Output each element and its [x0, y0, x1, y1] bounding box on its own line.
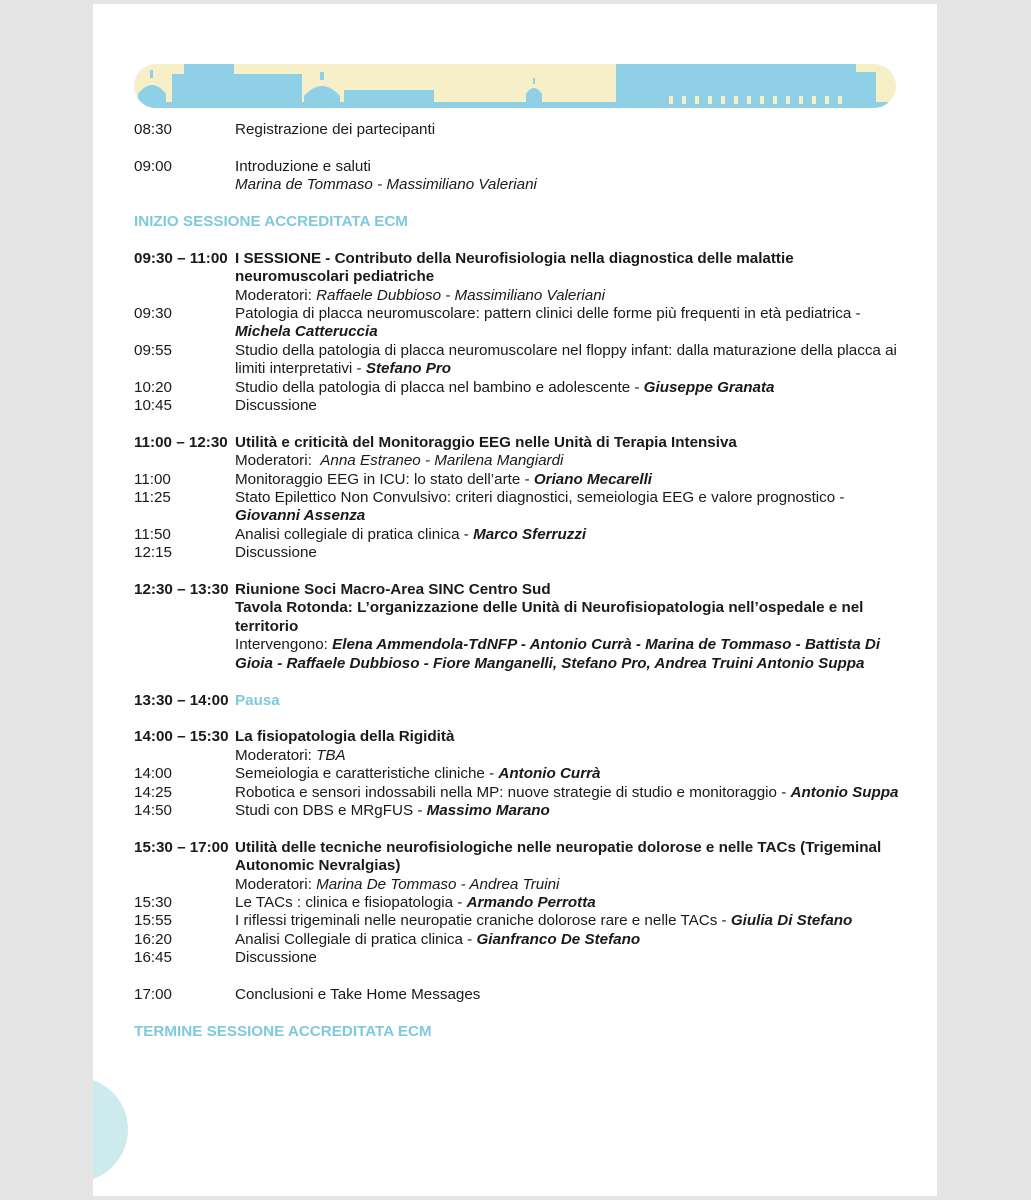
talk-row	[134, 489, 904, 526]
talk-title: Studio della patologia di placca nel bambino e adolescente -	[235, 378, 640, 396]
talk-speaker: Antonio Currà	[498, 765, 601, 783]
break-time: 13:30 – 14:00	[134, 691, 229, 709]
talk-row	[134, 544, 904, 562]
header-banner	[134, 64, 896, 108]
session-time: 14:00 – 15:30	[134, 728, 229, 746]
talk-row	[134, 526, 904, 544]
talk-row	[134, 342, 904, 379]
city-skyline-illustration	[134, 64, 896, 108]
talk-title: Discussione	[235, 544, 317, 562]
talk-title: Le TACs : clinica e fisiopatologia -	[235, 893, 463, 911]
talk-speaker: Armando Perrotta	[466, 893, 596, 911]
moderators-label: Moderatori:	[235, 452, 312, 470]
moderators-label: Moderatori:	[235, 286, 312, 304]
ecm-end-label: TERMINE SESSIONE ACCREDITATA ECM	[134, 1022, 432, 1040]
speakers-label: Intervengono:	[235, 636, 328, 654]
talk-time: 09:30	[134, 305, 173, 323]
talk-time: 14:00	[134, 765, 173, 783]
session-time: 09:30 – 11:00	[134, 249, 228, 267]
talk-title: Semeiologia e caratteristiche cliniche -	[235, 765, 495, 783]
talk-time: 12:15	[134, 544, 173, 562]
session-header	[134, 581, 904, 673]
talk-speaker: Giovanni Assenza	[235, 507, 366, 525]
talk-speaker: Michela Catteruccia	[235, 323, 378, 341]
talk-title: Analisi collegiale di pratica clinica -	[235, 525, 469, 543]
schedule-row	[134, 986, 904, 1004]
talk-time: 10:20	[134, 378, 173, 396]
session-title: Utilità delle tecniche neurofisiologiche nelle neuropatie dolorose e nelle TACs (Trigeminal Autonomic Nevralgias)	[235, 838, 882, 875]
talk-speaker: Stefano Pro	[365, 360, 452, 378]
talk-row	[134, 912, 904, 930]
speakers: Elena Ammendola-TdNFP - Antonio Currà - Marina de Tommaso - Battista Di Gioia - Raffaele Dubbioso - Fiore Manganelli, Stefano Pro, Andrea Truini Antonio Suppa	[235, 636, 881, 672]
talk-title: Monitoraggio EEG in ICU: lo stato dell’arte -	[235, 470, 530, 488]
moderators-label: Moderatori:	[235, 746, 312, 764]
talk-title: Patologia di placca neuromuscolare: pattern clinici delle forme più frequenti in età pediatrica -	[235, 305, 861, 323]
time: 17:00	[134, 985, 173, 1003]
talk-title: Stato Epilettico Non Convulsivo: criteri diagnostici, semeiologia EEG e valore prognostico -	[235, 489, 845, 507]
item-title: Introduzione e saluti	[235, 157, 371, 175]
talk-speaker: Antonio Suppa	[790, 783, 899, 801]
schedule	[134, 121, 904, 1041]
session-title: La fisiopatologia della Rigidità	[235, 728, 455, 746]
talk-time: 11:50	[134, 525, 171, 543]
talk-speaker: Massimo Marano	[426, 801, 550, 819]
talk-row	[134, 397, 904, 415]
talk-time: 14:25	[134, 783, 173, 801]
session-header	[134, 434, 904, 471]
session-header	[134, 250, 904, 305]
break-row	[134, 692, 904, 710]
session-title: Utilità e criticità del Monitoraggio EEG nelle Unità di Terapia Intensiva	[235, 433, 737, 451]
talk-row	[134, 305, 904, 342]
talk-speaker: Marco Sferruzzi	[473, 525, 587, 543]
talk-time: 16:20	[134, 930, 173, 948]
moderators-label: Moderatori:	[235, 875, 312, 893]
decorative-circle	[93, 1077, 128, 1182]
session-title: Riunione Soci Macro-Area SINC Centro Sud	[235, 581, 551, 599]
break-label: Pausa	[235, 691, 280, 709]
talk-time: 10:45	[134, 397, 173, 415]
talk-time: 09:55	[134, 341, 173, 359]
talk-title: Analisi Collegiale di pratica clinica -	[235, 930, 473, 948]
item-title: Conclusioni e Take Home Messages	[235, 985, 481, 1003]
talk-row	[134, 894, 904, 912]
schedule-row	[134, 158, 904, 195]
ecm-start-label: INIZIO SESSIONE ACCREDITATA ECM	[134, 213, 408, 230]
time: 08:30	[134, 121, 173, 138]
talk-title: Discussione	[235, 949, 317, 967]
talk-title: Discussione	[235, 397, 317, 415]
talk-title: Robotica e sensori indossabili nella MP: nuove strategie di studio e monitoraggio -	[235, 783, 787, 801]
talk-row	[134, 471, 904, 489]
moderators: Raffaele Dubbioso - Massimiliano Valeriani	[316, 286, 606, 304]
talk-speaker: Giuseppe Granata	[643, 378, 775, 396]
talk-title: Studi con DBS e MRgFUS -	[235, 801, 423, 819]
time: 09:00	[134, 157, 173, 175]
talk-time: 14:50	[134, 801, 173, 819]
talk-speaker: Giulia Di Stefano	[730, 912, 853, 930]
talk-time: 11:25	[134, 489, 171, 507]
talk-time: 16:45	[134, 949, 173, 967]
session-title: I SESSIONE - Contributo della Neurofisiologia nella diagnostica delle malattie neuromuscolari pediatriche	[235, 249, 794, 286]
talk-time: 11:00	[134, 470, 171, 488]
talk-speaker: Gianfranco De Stefano	[476, 930, 641, 948]
session-header	[134, 839, 904, 894]
talk-row	[134, 931, 904, 949]
talk-time: 15:30	[134, 893, 173, 911]
talk-title: I riflessi trigeminali nelle neuropatie craniche dolorose rare e nelle TACs -	[235, 912, 727, 930]
session-time: 15:30 – 17:00	[134, 838, 229, 856]
talk-speaker: Oriano Mecarelli	[533, 470, 653, 488]
moderators: TBA	[316, 746, 346, 764]
talk-title: Studio della patologia di placca neuromuscolare nel floppy infant: dalla maturazione della placca ai limiti interpretativi -	[235, 341, 897, 378]
talk-time: 15:55	[134, 912, 173, 930]
talk-row	[134, 379, 904, 397]
talk-row	[134, 949, 904, 967]
schedule-row	[134, 121, 904, 139]
talk-row	[134, 765, 904, 783]
talk-row	[134, 802, 904, 820]
roundtable-title: Tavola Rotonda: L’organizzazione delle Unità di Neurofisiopatologia nell’ospedale e nel territorio	[235, 599, 864, 635]
talk-row	[134, 784, 904, 802]
session-time: 12:30 – 13:30	[134, 581, 229, 599]
item-title: Registrazione dei partecipanti	[235, 121, 436, 138]
program-page	[93, 4, 937, 1196]
session-header	[134, 728, 904, 765]
moderators: Anna Estraneo - Marilena Mangiardi	[320, 452, 564, 470]
moderators: Marina De Tommaso - Andrea Truini	[316, 875, 560, 893]
session-time: 11:00 – 12:30	[134, 433, 228, 451]
speakers: Marina de Tommaso - Massimiliano Valeriani	[235, 176, 537, 194]
